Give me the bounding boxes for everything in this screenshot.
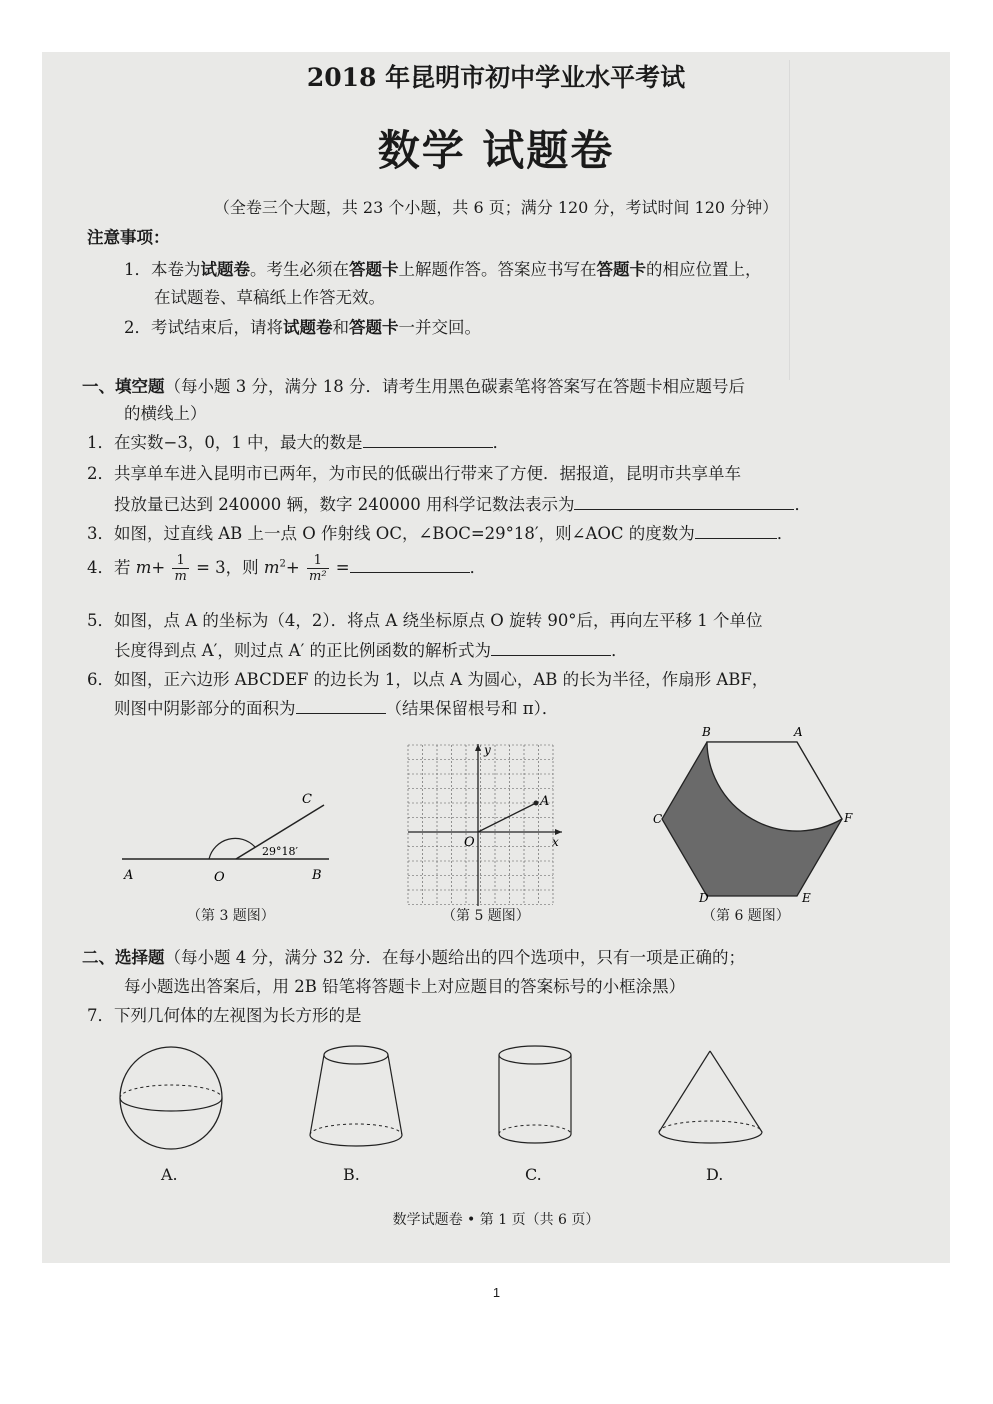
scanned-exam-page <box>42 52 950 1263</box>
question-2-line1: 2．共享单车进入昆明市已两年，为市民的低碳出行带来了方便．据报道，昆明市共享单车 <box>87 464 741 483</box>
label-a: A <box>124 868 134 883</box>
question-7: 7．下列几何体的左视图为长方形的是 <box>87 1006 362 1025</box>
label-e: E <box>802 891 811 905</box>
figure-5 <box>404 740 604 912</box>
label-b: B <box>312 868 322 883</box>
bleed-through-shadow <box>789 60 940 380</box>
figure-5-caption: （第 5 题图） <box>442 908 530 924</box>
exam-subtitle: 数学 试题卷 <box>377 126 615 175</box>
label-y: y <box>484 743 491 757</box>
answer-blank-6 <box>296 696 386 714</box>
option-c-cylinder <box>494 1044 578 1152</box>
option-a-label: A. <box>161 1165 178 1184</box>
notice-item-2: 2．考试结束后，请将试题卷和答题卡一并交回。 <box>124 318 481 337</box>
figure-3 <box>114 787 344 887</box>
question-1: 1．在实数−3，0，1 中，最大的数是 ． <box>87 429 509 453</box>
label-a: A <box>794 725 803 739</box>
question-4: 4．若 m+ $\frac{1}{m}$ = 3，则 $m^2+$ $\frac{1}{\text{m²}}$ = ． <box>87 553 487 584</box>
label-d: D <box>699 891 709 905</box>
angle-arc <box>209 838 255 859</box>
option-b-frustum <box>302 1042 412 1152</box>
point-a <box>534 801 539 806</box>
label-origin: O <box>464 835 475 850</box>
label-c: C <box>302 792 312 807</box>
question-6-line2: 则图中阴影部分的面积为 （结果保留根号和 π）． <box>114 695 558 719</box>
option-d-label: D. <box>706 1165 724 1184</box>
answer-blank-3 <box>695 521 777 539</box>
figure-6 <box>653 724 854 905</box>
coordinate-grid <box>408 745 553 905</box>
label-angle: 29°18′ <box>262 845 298 858</box>
page-number: 1 <box>492 1285 501 1300</box>
segment-oa <box>478 803 536 832</box>
notice-item-1-line2: 在试题卷、草稿纸上作答无效。 <box>154 288 385 307</box>
section1-heading: 一、填空题（每小题 3 分，满分 18 分．请考生用黑色碳素笔将答案写在答题卡相应题号后 <box>82 377 745 396</box>
question-2-line2: 投放量已达到 240000 辆，数字 240000 用科学记数法表示为 ． <box>114 491 811 515</box>
fraction-1-over-m: $\frac{1}{m}$ <box>174 553 187 584</box>
label-b: B <box>702 725 711 739</box>
question-5-line1: 5．如图，点 A 的坐标为（4，2）．将点 A 绕坐标原点 O 旋转 90°后，再向左平移 1 个单位 <box>87 611 763 630</box>
section2-heading: 二、选择题（每小题 4 分，满分 32 分．在每小题给出的四个选项中，只有一项是正确的； <box>82 948 745 967</box>
label-x: x <box>552 835 559 849</box>
notice-heading: 注意事项： <box>87 228 170 247</box>
option-b-label: B. <box>343 1165 360 1184</box>
figure-6-caption: （第 6 题图） <box>702 908 790 924</box>
label-point-a: A <box>540 794 550 809</box>
label-c: C <box>653 812 663 826</box>
fraction-1-over-m-squared: $\frac{1}{\text{m²}}$ <box>309 553 327 584</box>
label-o: O <box>214 870 225 885</box>
option-a-sphere <box>114 1047 234 1152</box>
answer-blank-4 <box>350 555 470 573</box>
option-d-cone <box>654 1047 772 1152</box>
answer-blank-1 <box>363 430 493 448</box>
page-footer: 数学试题卷 • 第 1 页（共 6 页） <box>392 1212 600 1228</box>
answer-blank-5 <box>491 638 611 656</box>
option-c-label: C. <box>525 1165 542 1184</box>
figure-3-caption: （第 3 题图） <box>187 908 275 924</box>
question-5-line2: 长度得到点 A′，则过点 A′ 的正比例函数的解析式为 ． <box>114 637 628 661</box>
exam-info: （全卷三个大题，共 23 个小题，共 6 页；满分 120 分，考试时间 120 分钟） <box>213 198 779 217</box>
notice-item-1: 1．本卷为试题卷。考生必须在答题卡上解题作答。答案应书写在答题卡的相应位置上， <box>124 260 762 279</box>
exam-title: 2018 年昆明市初中学业水平考试 <box>306 63 686 92</box>
answer-blank-2 <box>574 492 794 510</box>
section2-desc-line2: 每小题选出答案后，用 2B 铅笔将答题卡上对应题目的答案标号的小框涂黑） <box>124 977 686 996</box>
label-f: F <box>844 811 853 825</box>
question-3: 3．如图，过直线 AB 上一点 O 作射线 OC，∠BOC=29°18′，则∠AOC 的度数为 ． <box>87 520 793 544</box>
section1-desc-line2: 的横线上） <box>124 404 207 423</box>
question-6-line1: 6．如图，正六边形 ABCDEF 的边长为 1，以点 A 为圆心，AB 的长为半径，作扇形 ABF， <box>87 670 769 689</box>
